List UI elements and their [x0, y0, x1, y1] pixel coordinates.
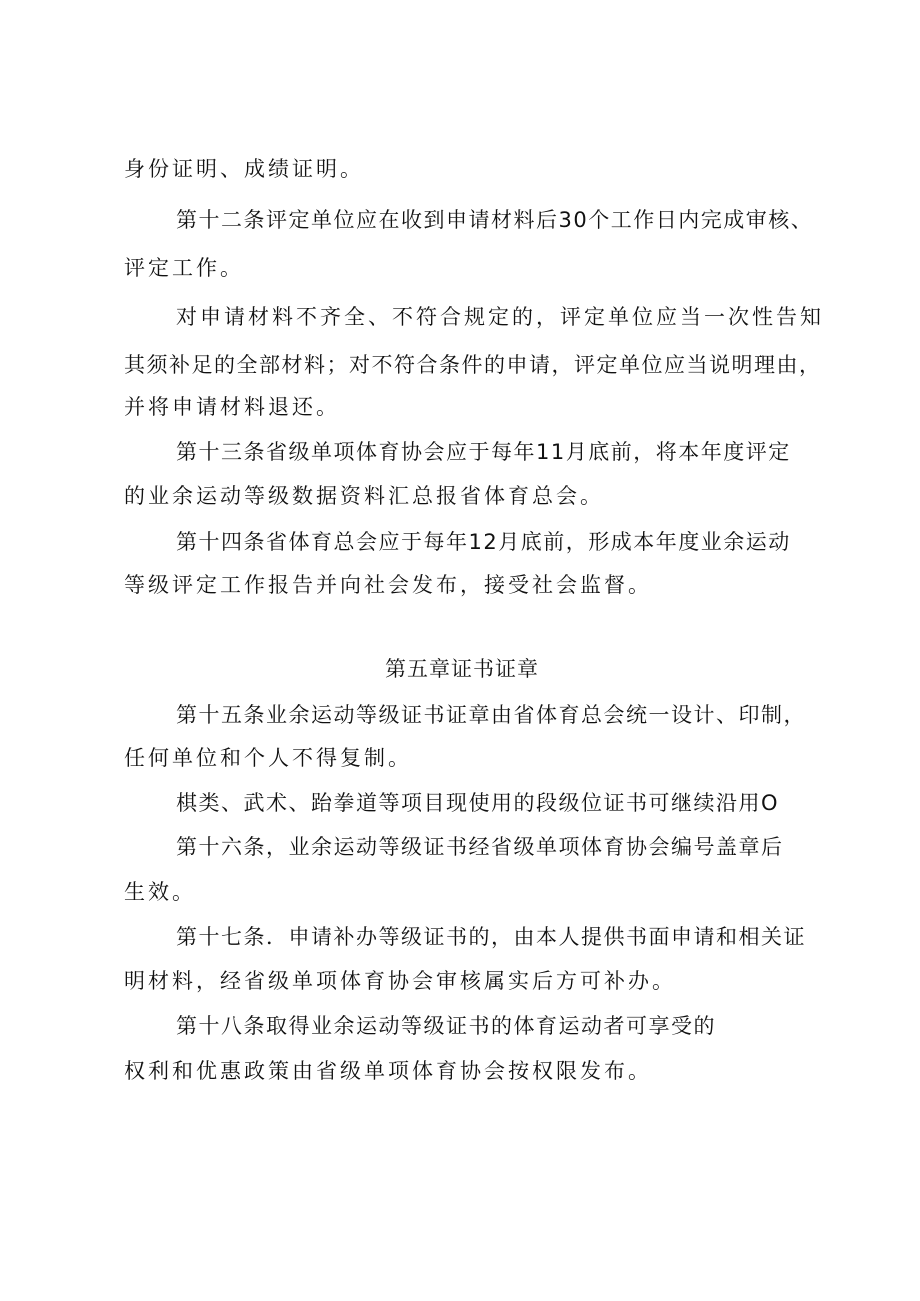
text-line: 对申请材料不齐全、不符合规定的，评定单位应当一次性告知	[176, 305, 824, 329]
text-line: 权利和优惠政策由省级单项体育协会按权限发布。	[124, 1059, 652, 1083]
text-line: 评定工作。	[124, 256, 244, 280]
text-line: 第十三条省级单项体育协会应于每年11月底前，将本年度评定	[176, 440, 791, 464]
text-line: 身份证明、成绩证明。	[124, 157, 364, 181]
text-line: 等级评定工作报告并向社会发布，接受社会监督。	[124, 573, 652, 597]
text-line: 第十五条业余运动等级证书证章由省体育总会统一设计、印制，	[176, 703, 806, 727]
text-line: 第十二条评定单位应在收到申请材料后30个工作日内完成审核、	[176, 208, 814, 232]
text-line: 其须补足的全部材料；对不符合条件的申请，评定单位应当说明理由，	[124, 353, 822, 377]
chapter-heading: 第五章证书证章	[385, 657, 539, 681]
text-line: 生效。	[124, 880, 196, 904]
text-line: 棋类、武术、跆拳道等项目现使用的段级位证书可继续沿用O	[176, 791, 780, 815]
text-line: 明材料，经省级单项体育协会审核属实后方可补办。	[124, 969, 676, 993]
text-line: 第十八条取得业余运动等级证书的体育运动者可享受的	[176, 1014, 716, 1038]
text-line: 第十六条，业余运动等级证书经省级单项体育协会编号盖章后	[176, 835, 784, 859]
text-line: 第十七条．申请补办等级证书的，由本人提供书面申请和相关证	[176, 925, 806, 949]
text-line: 任何单位和个人不得复制。	[124, 746, 412, 770]
text-line: 的业余运动等级数据资料汇总报省体育总会。	[124, 484, 604, 508]
text-line: 第十四条省体育总会应于每年12月底前，形成本年度业余运动	[176, 530, 791, 554]
text-line: 并将申请材料退还。	[124, 395, 340, 419]
